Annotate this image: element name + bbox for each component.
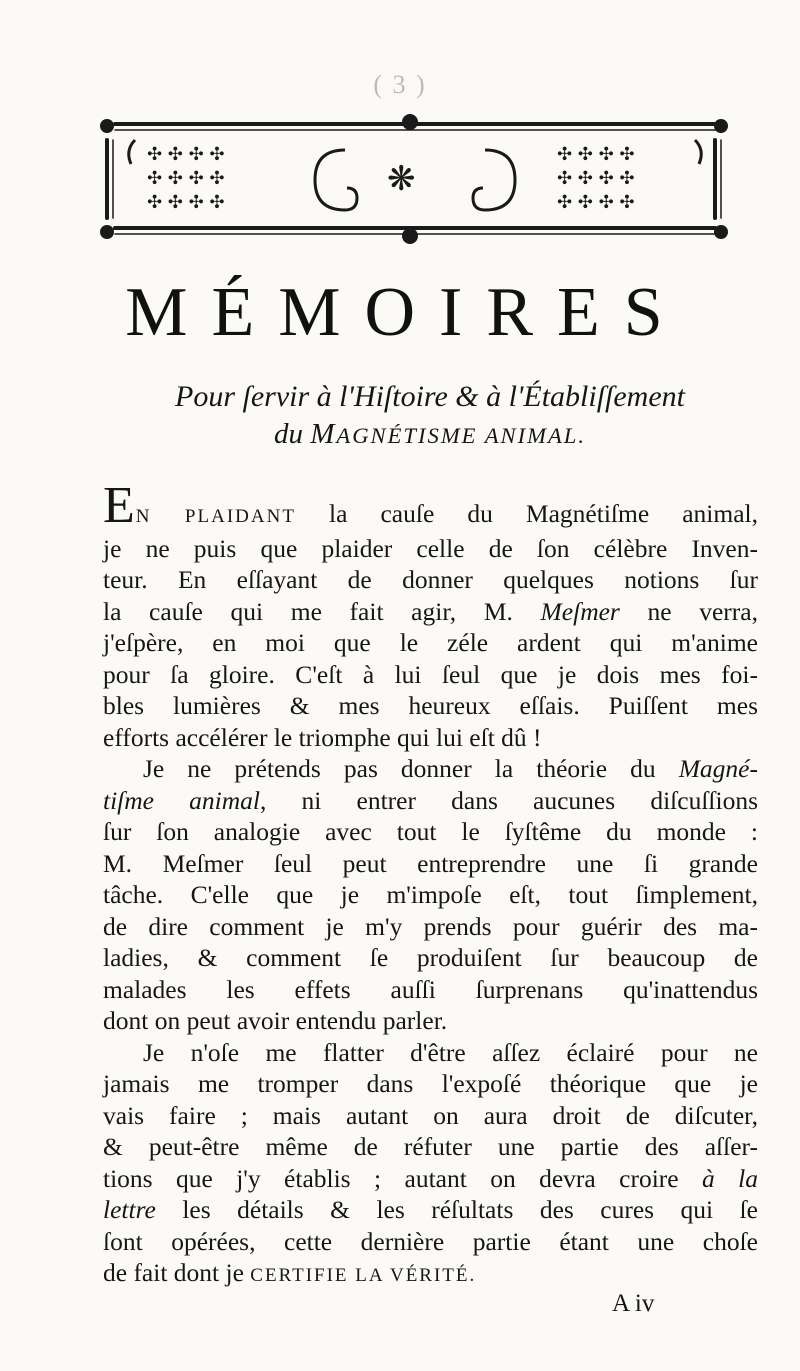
subtitle-smallcaps: AGNÉTISME ANIMAL. [336, 423, 587, 448]
text-run-italic: lettre [103, 1195, 156, 1224]
text-run: Je ne prétends pas donner la théorie du [143, 754, 679, 783]
text-line [103, 753, 758, 785]
subtitle-line-1: Pour ſervir à l'Hiſtoire & à l'Établiſſement [175, 380, 685, 413]
subtitle-prefix: du [273, 418, 303, 450]
svg-text:✣ ✣ ✣ ✣: ✣ ✣ ✣ ✣ [147, 168, 225, 189]
text-line: ladies, & comment ſe produiſent ſur beaucoup de [103, 943, 758, 972]
text-line: j'eſpère, en moi que le zéle ardent qui m'anime [103, 628, 758, 657]
text-line [103, 1194, 758, 1226]
text-line: de dire comment je m'y prends pour guérir des ma- [103, 911, 758, 941]
text-line: dont on peut avoir entendu parler. [103, 1006, 448, 1035]
text-run: ne verra, [619, 596, 758, 626]
text-line [103, 785, 758, 817]
text-line: bles lumières & mes heureux eſſais. Puiſſent mes [103, 691, 758, 720]
text-run: tions que j'y établis ; autant on devra croire [103, 1163, 702, 1193]
svg-text:✣ ✣ ✣ ✣: ✣ ✣ ✣ ✣ [557, 192, 635, 213]
text-line [103, 1257, 758, 1292]
subtitle-line-2 [90, 420, 770, 449]
text-line: jamais me tromper dans l'expoſé théorique que je [103, 1069, 758, 1098]
text-run: les détails & les réſultats des cures qui ſe [155, 1195, 758, 1224]
text-line: teur. En eſſayant de donner quelques notions ſur [103, 565, 758, 594]
closing-smallcaps: CERTIFIE LA VÉRITÉ. [250, 1265, 477, 1286]
text-run: , ni entrer dans aucunes diſcuſſions [259, 785, 758, 815]
text-line: tâche. C'elle que je m'impoſe eſt, tout ſimplement, [103, 880, 758, 909]
text-line: malades les effets auſſi ſurprenans qu'inattendus [103, 974, 758, 1004]
svg-text:✣ ✣ ✣ ✣: ✣ ✣ ✣ ✣ [147, 192, 225, 213]
svg-text:❋: ❋ [387, 159, 416, 199]
subtitle-cap: M [310, 418, 337, 450]
text-line: ſont opérées, cette dernière partie étant une choſe [103, 1226, 758, 1256]
text-run-italic: Magné- [678, 754, 758, 783]
text-line: Je n'oſe me flatter d'être aſſez éclairé pour ne [143, 1037, 758, 1067]
headpiece-ornament [95, 100, 735, 250]
text-line: M. Meſmer ſeul peut entreprendre une ſi grande [103, 848, 758, 878]
page-number: ( 3 ) [373, 70, 427, 99]
text-run: de fait dont je [103, 1258, 251, 1287]
text-line [103, 477, 758, 534]
text-line: efforts accélérer le triomphe qui lui eſt dû ! [103, 722, 542, 752]
svg-text:✣ ✣ ✣ ✣: ✣ ✣ ✣ ✣ [557, 144, 635, 165]
drop-cap: E [103, 477, 136, 534]
name-italic: Meſmer [540, 596, 620, 626]
text-run: la cauſe qui me fait agir, M. [103, 596, 541, 626]
text-line: je ne puis que plaider celle de ſon célèbre Inven- [103, 533, 758, 563]
text-run: la cauſe du Magnétiſme animal, [295, 499, 758, 528]
svg-text:✣ ✣ ✣ ✣: ✣ ✣ ✣ ✣ [147, 144, 225, 165]
text-run-italic: à la [702, 1163, 758, 1193]
text-line [103, 1163, 758, 1195]
document-title: MÉMOIRES [125, 274, 687, 351]
text-line [103, 596, 758, 628]
signature-mark: A iv [612, 1290, 655, 1317]
text-line: pour ſa gloire. C'eſt à lui ſeul que je dois mes foi- [103, 659, 758, 689]
body-text [103, 477, 758, 1292]
text-line: vais faire ; mais autant on aura droit de diſcuter, [103, 1100, 758, 1130]
text-run-italic: tiſme animal [103, 785, 260, 815]
text-line: & peut-être même de réfuter une partie des aſſer- [103, 1132, 758, 1161]
opening-smallcaps: N PLAIDANT [135, 506, 296, 527]
text-line: ſur ſon analogie avec tout le ſyſtême du monde : [103, 817, 758, 846]
svg-text:✣ ✣ ✣ ✣: ✣ ✣ ✣ ✣ [557, 168, 635, 189]
